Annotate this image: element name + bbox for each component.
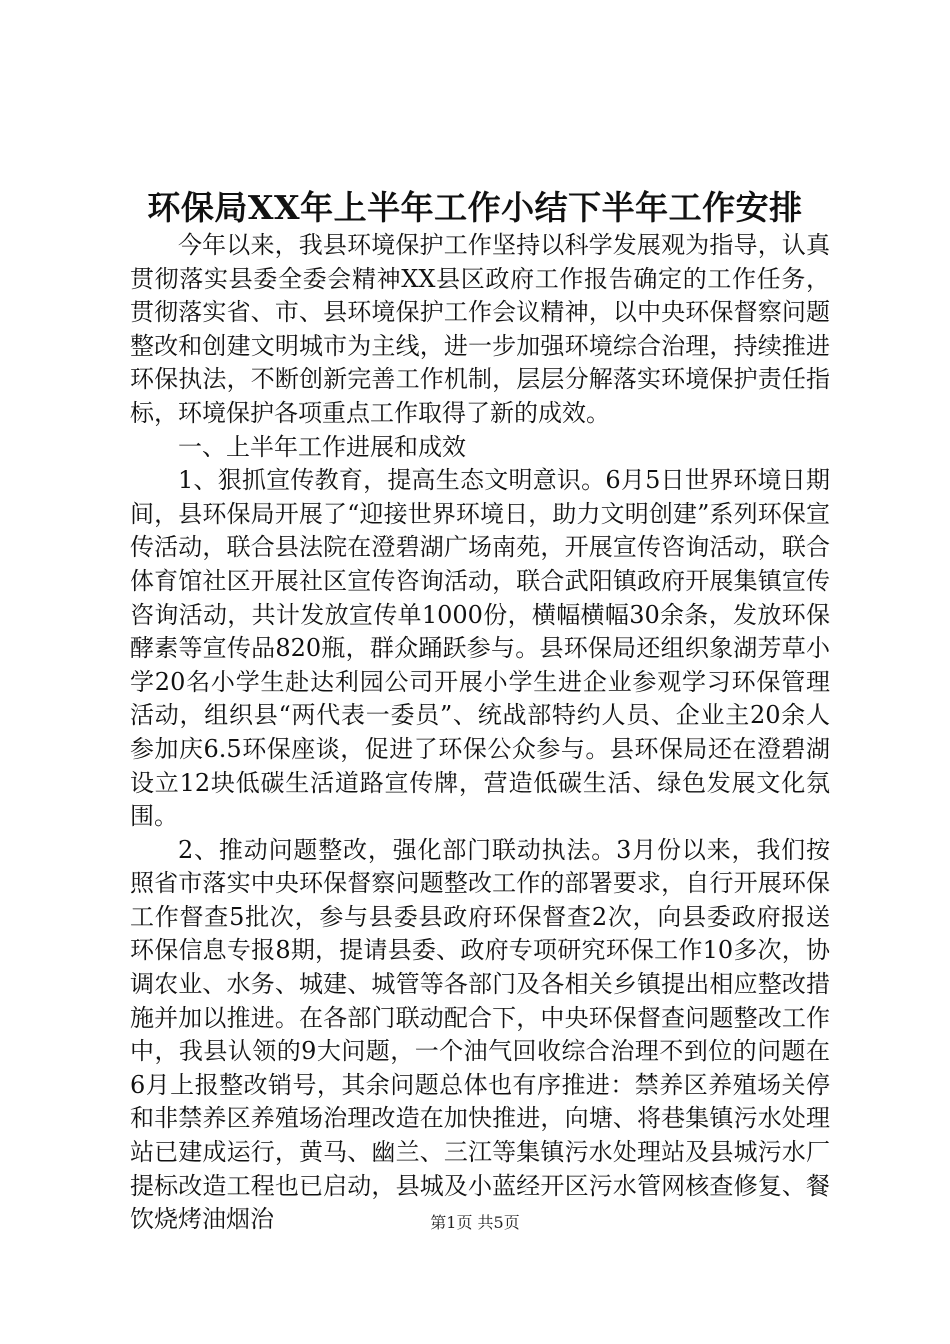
body-paragraph: 2、推动问题整改，强化部门联动执法。3月份以来，我们按照省市落实中央环保督察问题整改工作的部署要求，自行开展环保工作督查5批次，参与县委县政府环保督查2次，向县委政府报送环保信息专报8期，提请县委、政府专项研究环保工作10多次，协调农业、水务、城建、城管等各部门及各相关乡镇提出相应整改措施并加以推进。在各部门联动配合下，中央环保督查问题整改工作中，我县认领的9大问题，一个油气回收综合治理不到位的问题在6月上报整改销号，其余问题总体也有序推进：禁养区养殖场关停和非禁养区养殖场治理改造在加快推进，向塘、将巷集镇污水处理站已建成运行，黄马、幽兰、三江等集镇污水处理站及县城污水厂提标改造工程也已启动，县城及小蓝经开区污水管网核查修复、餐饮烧烤油烟治 bbox=[130, 835, 830, 1234]
section-heading: 一、上半年工作进展和成效 bbox=[178, 432, 466, 461]
body-paragraph: 1、狠抓宣传教育，提高生态文明意识。6月5日世界环境日期间，县环保局开展了“迎接世界环境日，助力文明创建”系列环保宣传活动，联合县法院在澄碧湖广场南苑，开展宣传咨询活动，联合体育馆社区开展社区宣传咨询活动，联合武阳镇政府开展集镇宣传咨询活动，共计发放宣传单1000份，横幅横幅30余条，发放环保酵素等宣传品820瓶，群众踊跃参与。县环保局还组织象湖芳草小学20名小学生赴达利园公司开展小学生进企业参观学习环保管理活动，组织县“两代表一委员”、统战部特约人员、企业主20余人参加庆6.5环保座谈，促进了环保公众参与。县环保局还在澄碧湖设立12块低碳生活道路宣传牌，营造低碳生活、绿色发展文化氛围。 bbox=[130, 466, 830, 831]
page-footer: 第1页 共5页 bbox=[430, 1213, 520, 1232]
intro-paragraph: 今年以来，我县环境保护工作坚持以科学发展观为指导，认真贯彻落实县委全委会精神XX县区政府工作报告确定的工作任务，贯彻落实省、市、县环境保护工作会议精神，以中央环保督察问题整改和创建文明城市为主线，进一步加强环境综合治理，持续推进环保执法，不断创新完善工作机制，层层分解落实环境保护责任指标，环境保护各项重点工作取得了新的成效。 bbox=[130, 231, 830, 427]
document-body bbox=[130, 229, 830, 1237]
document-title: 环保局XX年上半年工作小结下半年工作安排 bbox=[147, 188, 803, 227]
